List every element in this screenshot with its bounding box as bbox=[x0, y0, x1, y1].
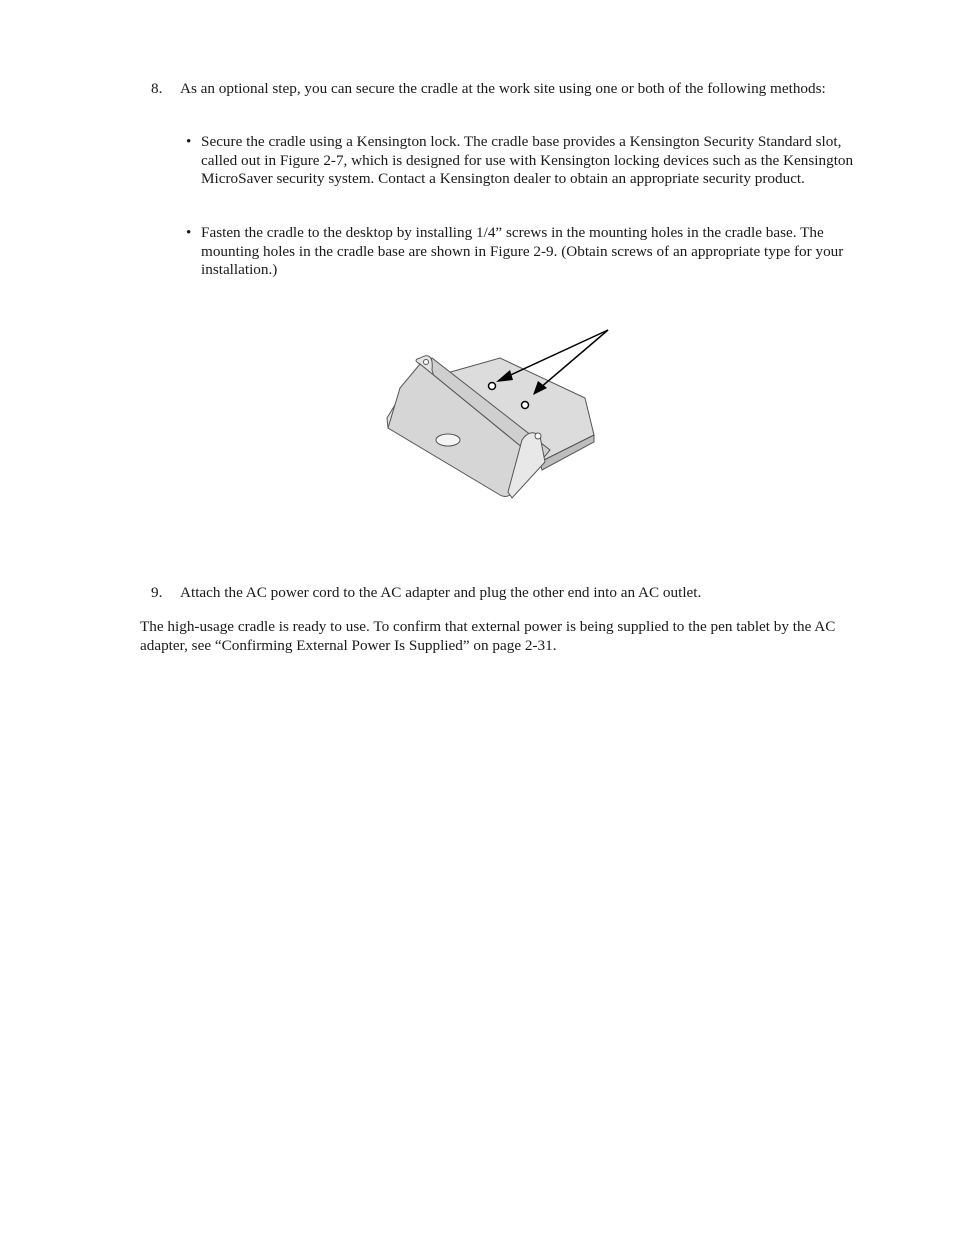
mounting-hole-2 bbox=[522, 402, 529, 409]
step-9-text: Attach the AC power cord to the AC adapter and plug the other end into an AC outlet. bbox=[180, 584, 702, 601]
cradle-mounting-holes-figure bbox=[380, 320, 620, 505]
step-8-number: 8. bbox=[151, 80, 163, 97]
closing-paragraph: The high-usage cradle is ready to use. To confirm that external power is being supplied to the pen tablet by the AC adapter, see “Confirming External Power Is Supplied” on page 2-31. bbox=[140, 618, 836, 654]
bullet-text: Fasten the cradle to the desktop by installing 1/4” screws in the mounting holes in the cradle base. The mounting holes in the cradle base are shown in Figure 2-9. (Obtain screws of an appropriate type for your installation.) bbox=[201, 224, 844, 279]
step-9-number: 9. bbox=[151, 584, 163, 601]
callout-arrow-2 bbox=[540, 330, 608, 388]
callout-arrow-1 bbox=[504, 330, 608, 378]
mounting-hole-1 bbox=[489, 383, 496, 390]
left-peg bbox=[424, 360, 429, 365]
bullet-marker: • bbox=[186, 133, 192, 150]
upright-peg bbox=[535, 433, 541, 439]
bullet-marker: • bbox=[186, 224, 192, 241]
cradle-front-slot bbox=[436, 434, 460, 446]
step-8-text: As an optional step, you can secure the cradle at the work site using one or both of the following methods: bbox=[180, 80, 826, 97]
bullet-text: Secure the cradle using a Kensington lock. The cradle base provides a Kensington Security Standard slot, called out in Figure 2-7, which is designed for use with Kensington locking devices such as the Kensington MicroSaver security system. Contact a Kensington dealer to obtain an appropriate security product. bbox=[201, 133, 854, 188]
